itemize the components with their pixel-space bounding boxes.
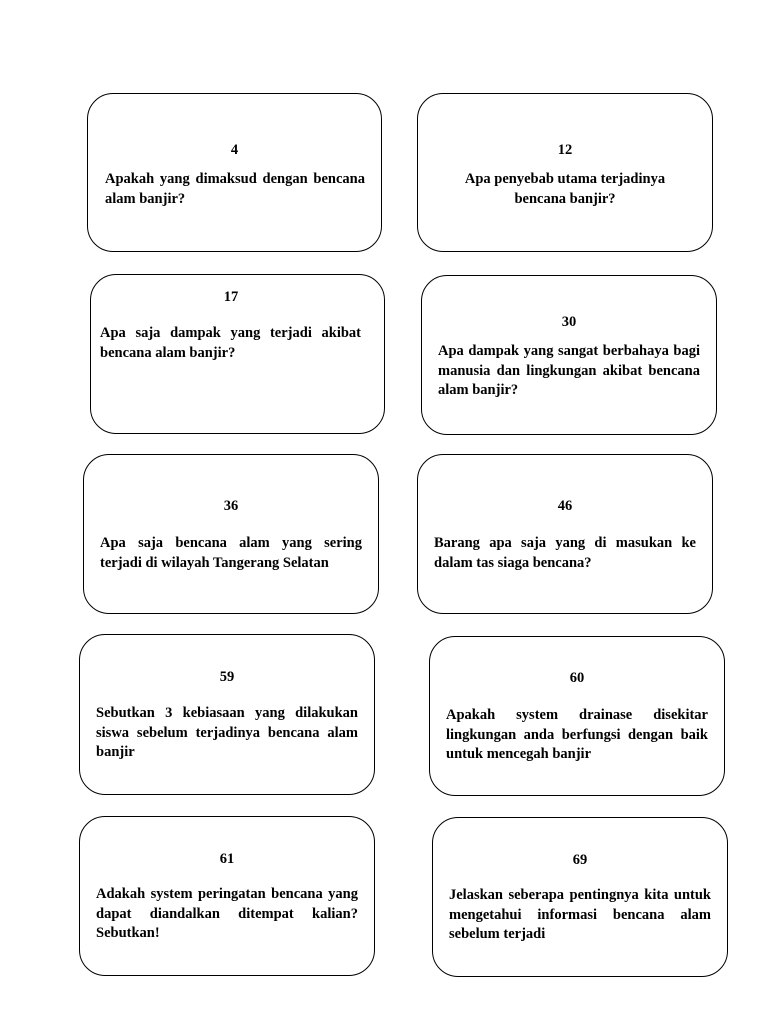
question-card-59	[79, 634, 375, 795]
question-card-4	[87, 93, 382, 252]
card-question: Apakah system drainase disekitar lingkungan anda berfungsi dengan baik untuk mencegah banjir	[446, 707, 708, 762]
card-number: 12	[557, 142, 573, 158]
card-number: 61	[219, 851, 235, 867]
question-card-36	[83, 454, 379, 614]
question-card-61	[79, 816, 375, 976]
question-card-46	[417, 454, 713, 614]
card-question: Adakah system peringatan bencana yang dapat diandalkan ditempat kalian? Sebutkan!	[96, 886, 358, 941]
question-card-30	[421, 275, 717, 435]
card-number: 4	[230, 142, 239, 158]
card-question: Jelaskan seberapa pentingnya kita untuk mengetahui informasi bencana alam sebelum terjadi	[449, 887, 711, 942]
card-number: 60	[569, 670, 585, 686]
card-question: Apa dampak yang sangat berbahaya bagi manusia dan lingkungan akibat bencana alam banjir?	[438, 343, 700, 398]
card-question: Sebutkan 3 kebiasaan yang dilakukan siswa sebelum terjadinya bencana alam banjir	[96, 705, 358, 760]
card-number: 69	[572, 852, 588, 868]
question-card-60	[429, 636, 725, 796]
question-card-17	[90, 274, 385, 434]
question-card-69	[432, 817, 728, 977]
card-question: Barang apa saja yang di masukan ke dalam tas siaga bencana?	[434, 535, 696, 571]
card-number: 46	[557, 498, 573, 514]
card-number: 17	[223, 289, 239, 305]
card-question: Apakah yang dimaksud dengan bencana alam banjir?	[105, 171, 365, 207]
card-number: 30	[561, 314, 577, 330]
card-number: 59	[219, 669, 235, 685]
card-number: 36	[223, 498, 239, 514]
card-question: Apa saja dampak yang terjadi akibat bencana alam banjir?	[100, 325, 361, 361]
question-card-12	[417, 93, 713, 252]
card-question: Apa penyebab utama terjadinya bencana banjir?	[464, 171, 666, 207]
card-question: Apa saja bencana alam yang sering terjadi di wilayah Tangerang Selatan	[100, 535, 362, 571]
